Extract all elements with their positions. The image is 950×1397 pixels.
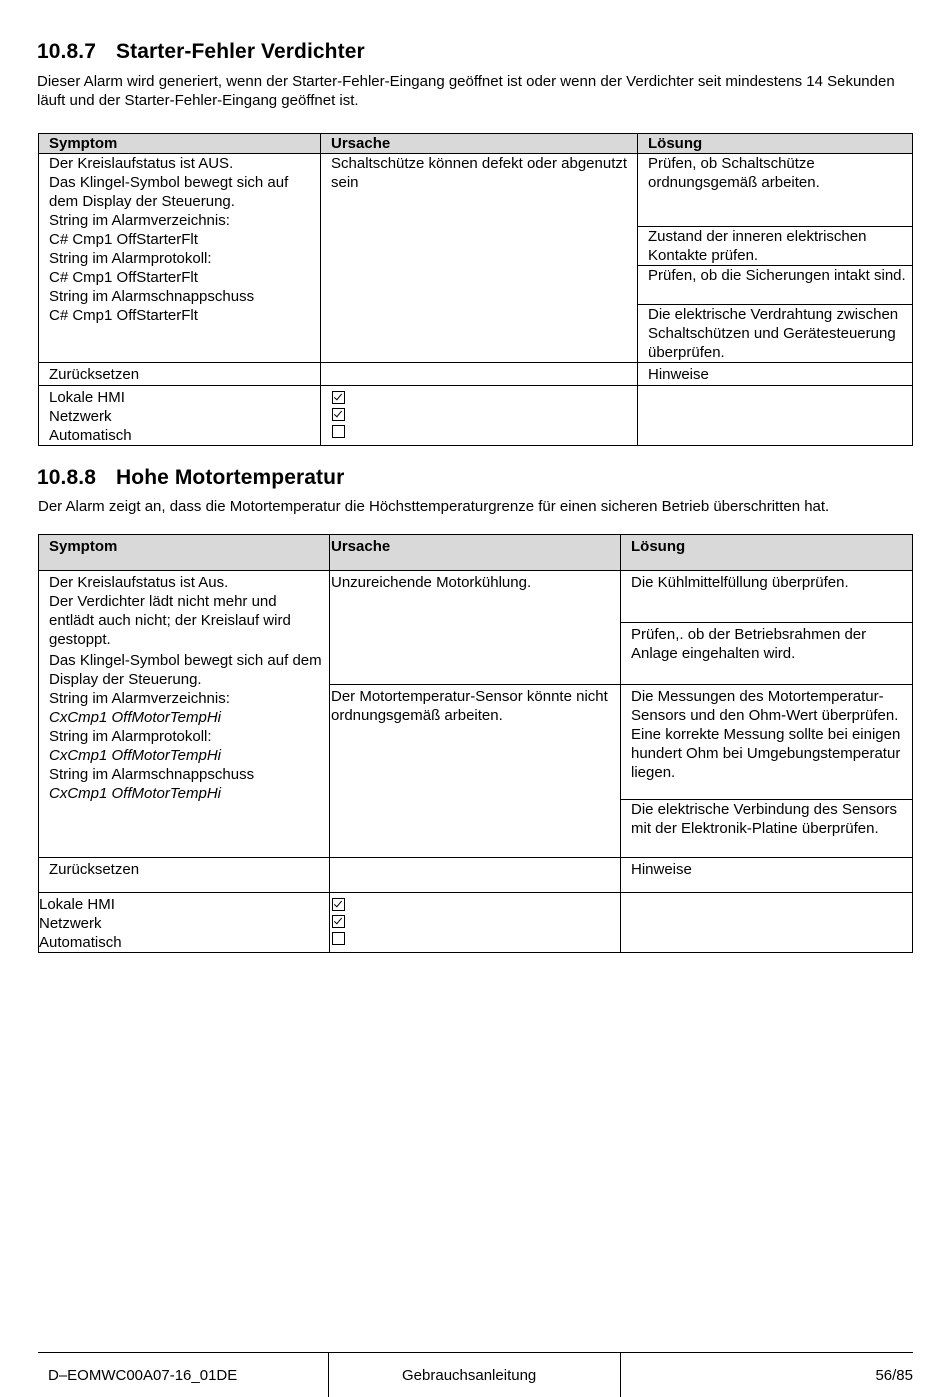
reset-options-checkboxes xyxy=(321,386,638,446)
checked-box-icon xyxy=(332,408,345,421)
reset-option-label: Lokale HMI xyxy=(39,896,115,913)
solution-cell: Zustand der inneren elektrischen Kontakte prüfen. xyxy=(638,227,913,266)
footer-doc-type: Gebrauchsanleitung xyxy=(402,1367,537,1384)
footer-page-number: 56/85 xyxy=(875,1367,913,1384)
alarm-table xyxy=(38,133,913,446)
symptom-line: String im Alarmschnappschuss xyxy=(49,766,255,783)
symptom-line: String im Alarmschnappschuss xyxy=(49,288,255,305)
section-heading xyxy=(37,40,365,64)
reset-option-label: Automatisch xyxy=(39,934,122,951)
solution-cell: Prüfen,. ob der Betriebsrahmen der Anlage eingehalten wird. xyxy=(621,623,913,685)
checked-box-icon xyxy=(332,898,345,911)
symptom-line: C# Cmp1 OffStarterFlt xyxy=(49,269,198,286)
footer-doc-id: D–EOMWC00A07-16_01DE xyxy=(48,1367,238,1384)
symptom-line: Das Klingel-Symbol bewegt sich auf dem Display der Steuerung. xyxy=(49,174,289,210)
footer-divider xyxy=(328,1353,329,1397)
solution-cell: Die elektrische Verdrahtung zwischen Schaltschützen und Gerätesteuerung überprüfen. xyxy=(638,305,913,363)
header-cause: Ursache xyxy=(321,134,638,154)
section-number: 10.8.8 xyxy=(37,466,96,489)
notes-label: Hinweise xyxy=(638,363,913,386)
symptom-cell xyxy=(39,154,321,363)
solution-cell: Prüfen, ob Schaltschütze ordnungsgemäß arbeiten. xyxy=(638,154,913,227)
solution-cell: Prüfen, ob die Sicherungen intakt sind. xyxy=(638,266,913,305)
checked-box-icon xyxy=(332,391,345,404)
section-intro: Dieser Alarm wird generiert, wenn der Starter-Fehler-Eingang geöffnet ist oder wenn der Verdichter seit mindestens 14 Sekunden läuft und der Starter-Fehler-Eingang geöffnet ist. xyxy=(37,73,895,109)
section-title: Hohe Motortemperatur xyxy=(116,466,345,489)
cause-cell: Schaltschütze können defekt oder abgenutzt sein xyxy=(321,154,638,363)
symptom-line: CxCmp1 OffMotorTempHi xyxy=(49,785,221,802)
reset-label: Zurücksetzen xyxy=(39,858,330,893)
symptom-line: Der Kreislaufstatus ist AUS. xyxy=(49,155,234,172)
cause-cell: Der Motortemperatur-Sensor könnte nicht ordnungsgemäß arbeiten. xyxy=(330,685,621,858)
alarm-table xyxy=(38,534,913,953)
solution-cell: Die Kühlmittelfüllung überprüfen. xyxy=(621,571,913,623)
unchecked-box-icon xyxy=(332,425,345,438)
checked-box-icon xyxy=(332,915,345,928)
symptom-line: Das Klingel-Symbol bewegt sich auf dem Display der Steuerung. xyxy=(49,652,322,688)
symptom-line: CxCmp1 OffMotorTempHi xyxy=(49,709,221,726)
reset-option-label: Netzwerk xyxy=(49,408,112,425)
header-solution: Lösung xyxy=(621,535,913,571)
symptom-line: String im Alarmprotokoll: xyxy=(49,728,212,745)
header-symptom: Symptom xyxy=(39,134,321,154)
reset-options-row xyxy=(39,893,913,953)
symptom-line: Der Verdichter lädt nicht mehr und entlädt auch nicht; der Kreislauf wird gestoppt. xyxy=(49,593,291,648)
reset-option-label: Automatisch xyxy=(49,427,132,444)
cause-cell: Unzureichende Motorkühlung. xyxy=(330,571,621,685)
solution-cell: Die Messungen des Motortemperatur-Sensors und den Ohm-Wert überprüfen. Eine korrekte Messung sollte bei einigen hundert Ohm bei Umgebungstemperatur liegen. xyxy=(621,685,913,800)
table-header-row xyxy=(39,535,913,571)
unchecked-box-icon xyxy=(332,932,345,945)
table-header-row xyxy=(39,134,913,154)
solution-cell: Die elektrische Verbindung des Sensors mit der Elektronik-Platine überprüfen. xyxy=(621,800,913,858)
section-intro: Der Alarm zeigt an, dass die Motortemperatur die Höchsttemperaturgrenze für einen sicheren Betrieb überschritten hat. xyxy=(38,498,830,515)
reset-option-label: Netzwerk xyxy=(39,915,102,932)
symptom-line: CxCmp1 OffMotorTempHi xyxy=(49,747,221,764)
section-number: 10.8.7 xyxy=(37,40,96,63)
notes-label: Hinweise xyxy=(621,858,913,893)
symptom-line: C# Cmp1 OffStarterFlt xyxy=(49,231,198,248)
header-solution: Lösung xyxy=(638,134,913,154)
symptom-line: String im Alarmprotokoll: xyxy=(49,250,212,267)
reset-options-checkboxes xyxy=(330,893,621,953)
reset-options-labels xyxy=(39,893,330,953)
symptom-cell xyxy=(39,571,330,858)
reset-row xyxy=(39,363,913,386)
symptom-line: Der Kreislaufstatus ist Aus. xyxy=(49,574,229,591)
reset-option-label: Lokale HMI xyxy=(49,389,125,406)
section-heading xyxy=(37,466,344,490)
section-title: Starter-Fehler Verdichter xyxy=(116,40,365,63)
header-symptom: Symptom xyxy=(39,535,330,571)
reset-options-labels xyxy=(39,386,321,446)
header-cause: Ursache xyxy=(330,535,621,571)
symptom-line: String im Alarmverzeichnis: xyxy=(49,690,230,707)
reset-options-row xyxy=(39,386,913,446)
reset-label: Zurücksetzen xyxy=(39,363,321,386)
reset-row xyxy=(39,858,913,893)
symptom-line: String im Alarmverzeichnis: xyxy=(49,212,230,229)
footer-divider xyxy=(620,1353,621,1397)
symptom-line: C# Cmp1 OffStarterFlt xyxy=(49,307,198,324)
page-footer xyxy=(38,1352,913,1397)
